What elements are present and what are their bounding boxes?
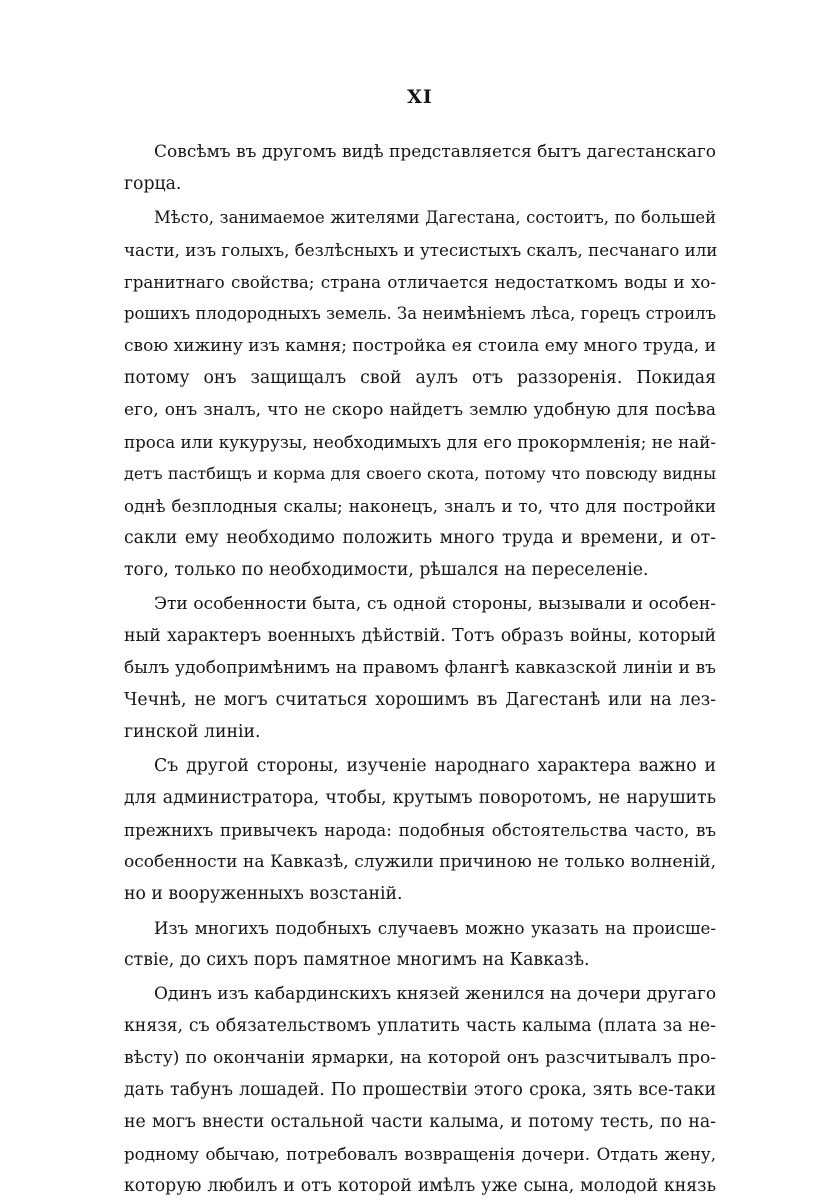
text-line: потому онъ защищалъ свой аулъ отъ раззоренiя. Покидая <box>124 368 716 388</box>
text-line: ствiе, до сихъ поръ памятное многимъ на Кавказѣ. <box>124 950 590 970</box>
text-line: не могъ внести остальной части калыма, и потому тесть, по на- <box>124 1112 716 1132</box>
text-line: детъ пастбищъ и корма для своего скота, потому что повсюду видны <box>124 464 716 483</box>
text-line: части, изъ голыхъ, безлѣсныхъ и утесистыхъ скалъ, песчанаго или <box>124 240 718 260</box>
text-line: проса или кукурузы, необходимыхъ для его прокормленiя; не най- <box>124 432 716 452</box>
text-line: вѣсту) по окончанiи ярмарки, на которой онъ разсчитывалъ про- <box>124 1048 716 1068</box>
body-text <box>124 136 716 1202</box>
text-line: гинской линiи. <box>124 722 261 742</box>
text-line: свою хижину изъ камня; постройка ея стоила ему много труда, и <box>124 336 716 356</box>
text-line: Эти особенности быта, съ одной стороны, вызывали и особен- <box>154 594 716 614</box>
text-line: Чечнѣ, не могъ считаться хорошимъ въ Дагестанѣ или на лез- <box>124 690 716 710</box>
text-line: прежнихъ привычекъ народа: подобныя обстоятельства часто, въ <box>124 820 716 840</box>
text-line: сакли ему необходимо положить много труда и времени, и от- <box>124 528 716 548</box>
text-line: того, только по необходимости, рѣшался на переселенiе. <box>124 560 649 580</box>
text-line: Съ другой стороны, изученiе народнаго характера важно и <box>154 756 716 776</box>
text-line: которую любилъ и отъ которой имѣлъ уже сына, молодой князь <box>124 1176 716 1196</box>
page-number: XI <box>407 86 433 108</box>
text-line: Изъ многихъ подобныхъ случаевъ можно указать на происше- <box>154 918 716 938</box>
text-line: рошихъ плодородныхъ земель. За неимѣнiемъ лѣса, горецъ строилъ <box>124 304 716 323</box>
text-line: но и вооруженныхъ возстанiй. <box>124 884 403 904</box>
text-line: Мѣсто, занимаемое жителями Дагестана, состоитъ, по большей <box>154 208 716 227</box>
text-line: Совсѣмъ въ другомъ видѣ представляется бытъ дагестанскаго <box>154 142 716 162</box>
text-line: былъ удобопримѣнимъ на правомъ флангѣ кавказской линiи и въ <box>124 658 716 678</box>
text-line: однѣ безплодныя скалы; наконецъ, зналъ и то, что для постройки <box>124 496 716 516</box>
text-line: ный характеръ военныхъ дѣйствiй. Тотъ образъ войны, который <box>124 626 716 646</box>
text-line: князя, съ обязательствомъ уплатить часть калыма (плата за не- <box>124 1016 716 1036</box>
text-line: для администратора, чтобы, крутымъ поворотомъ, не нарушить <box>124 788 716 808</box>
text-line: горца. <box>124 174 182 194</box>
text-line: родному обычаю, потребовалъ возвращенiя дочери. Отдать жену, <box>124 1144 716 1164</box>
text-line: его, онъ зналъ, что не скоро найдетъ землю удобную для посѣва <box>124 400 716 420</box>
text-line: гранитнаго свойства; страна отличается недостаткомъ воды и хо- <box>124 272 716 292</box>
text-line: Одинъ изъ кабардинскихъ князей женился на дочери другаго <box>154 984 717 1004</box>
text-line: особенности на Кавказѣ, служили причиною не только волненiй, <box>124 852 716 872</box>
text-line: дать табунъ лошадей. По прошествiи этого срока, зять все-таки <box>124 1080 716 1100</box>
